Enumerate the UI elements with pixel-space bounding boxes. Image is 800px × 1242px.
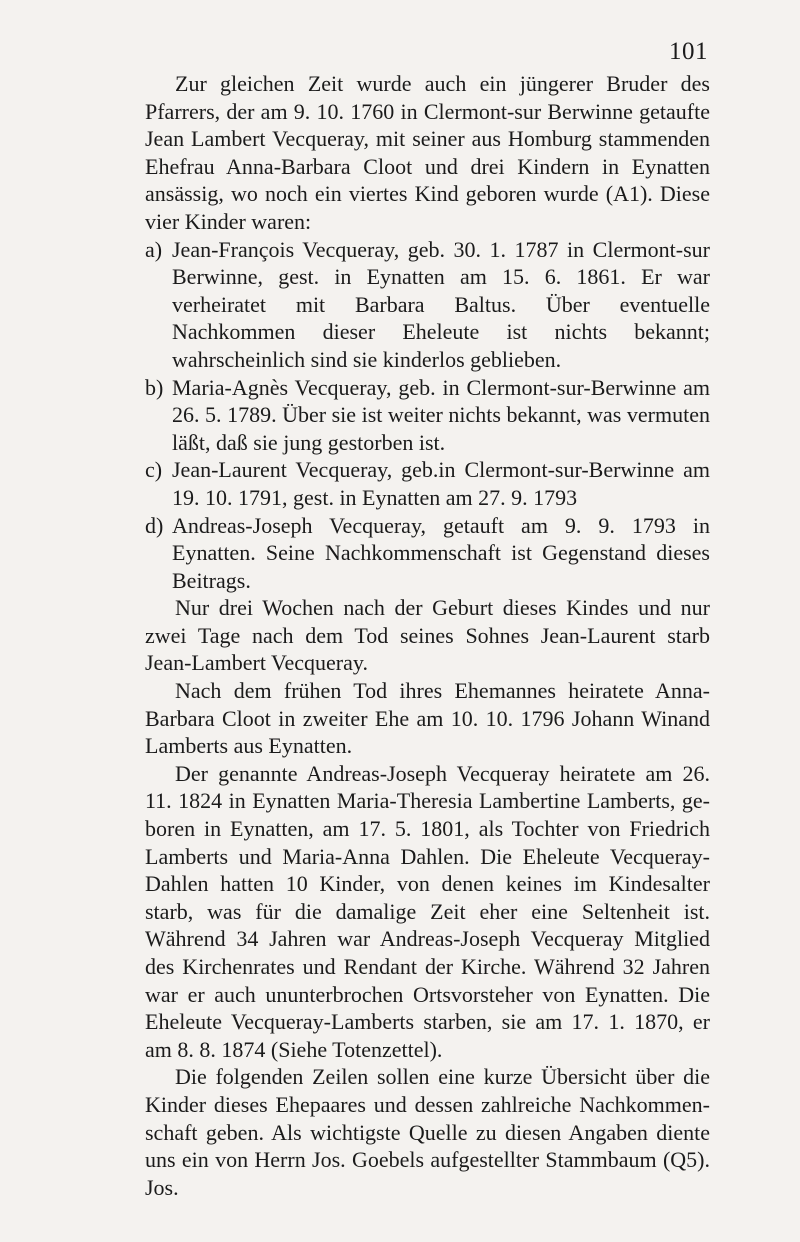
list-item bbox=[145, 374, 710, 457]
list-item-text: Andreas-Joseph Vecqueray, getauft am 9. 9. 1793 in Eynatten. Seine Nachkommenschaft ist Gegenstand dieses Beitrags. bbox=[172, 512, 710, 593]
paragraph: Der genannte Andreas-Joseph Vecqueray heiratete am 26. 11. 1824 in Eynatten Maria-Theresia Lambertine Lamberts, geboren in Eynatten, am 17. 5. 1801, als Tochter von Friedrich Lamberts und Maria-Anna Dahlen. Die Eheleute Vecqueray-Dahlen hatten 10 Kinder, von denen keines im Kindesalter starb, was für die damalige Zeit eher eine Seltenheit ist. Während 34 Jahren war Andreas-Joseph Vecqueray Mitglied des Kirchenrates und Rendant der Kirche. Während 32 Jahren war er auch ununterbrochen Ortsvorsteher von Eynatten. Die Eheleute Vecqueray-Lamberts starben, sie am 17. 1. 1870, er am 8. 8. 1874 (Siehe Totenzettel). bbox=[145, 760, 710, 1062]
body-text bbox=[145, 70, 710, 1201]
list-marker: d) bbox=[145, 512, 164, 538]
paragraph: Die folgenden Zeilen sollen eine kurze Übersicht über die Kinder dieses Ehepaares und dessen zahlreiche Nachkommenschaft geben. Als wichtigste Quelle zu diesen Angaben diente uns ein von Herrn Jos. Goebels aufgestellter Stammbaum (Q5). Jos. bbox=[145, 1064, 710, 1200]
list-marker: c) bbox=[145, 457, 163, 483]
list-item bbox=[145, 512, 710, 595]
intro-paragraph: Zur gleichen Zeit wurde auch ein jüngerer Bruder des Pfarrers, der am 9. 10. 1760 in Clermont-sur Berwinne getaufte Jean Lambert Vecqueray, mit seiner aus Homburg stammenden Ehefrau Anna-Barbara Cloot und drei Kindern in Eynatten ansässig, wo noch ein viertes Kind geboren wurde (A1). Diese vier Kinder waren: bbox=[145, 71, 710, 234]
list-item-text: Jean-Laurent Vecqueray, geb.in Clermont-sur-Berwinne am 19. 10. 1791, gest. in Eynatten am 27. 9. 1793 bbox=[172, 457, 710, 510]
list-item bbox=[145, 236, 710, 374]
page-number: 101 bbox=[669, 38, 708, 65]
list-item bbox=[145, 456, 710, 511]
list-marker: b) bbox=[145, 374, 164, 400]
paragraph: Nach dem frühen Tod ihres Ehemannes heiratete Anna-Barbara Cloot in zweiter Ehe am 10. 10. 1796 Johann Winand Lamberts aus Eynatten. bbox=[145, 678, 710, 759]
list-marker: a) bbox=[145, 236, 163, 262]
children-list bbox=[145, 236, 710, 595]
list-item-text: Maria-Agnès Vecqueray, geb. in Clermont-sur-Berwinne am 26. 5. 1789. Über sie ist weiter nichts bekannt, was vermuten läßt, daß sie jung gestorben ist. bbox=[172, 374, 710, 455]
list-item-text: Jean-François Vecqueray, geb. 30. 1. 1787 in Clermont-sur Berwinne, gest. in Eynatten am 15. 6. 1861. Er war verheiratet mit Barbara Baltus. Über eventuelle Nachkommen dieser Eheleute ist nichts bekannt; wahrscheinlich sind sie kinderlos geblieben. bbox=[172, 236, 710, 372]
paragraph: Nur drei Wochen nach der Geburt dieses Kindes und nur zwei Tage nach dem Tod seines Sohnes Jean-Laurent starb Jean-Lambert Vecqueray. bbox=[145, 595, 710, 676]
